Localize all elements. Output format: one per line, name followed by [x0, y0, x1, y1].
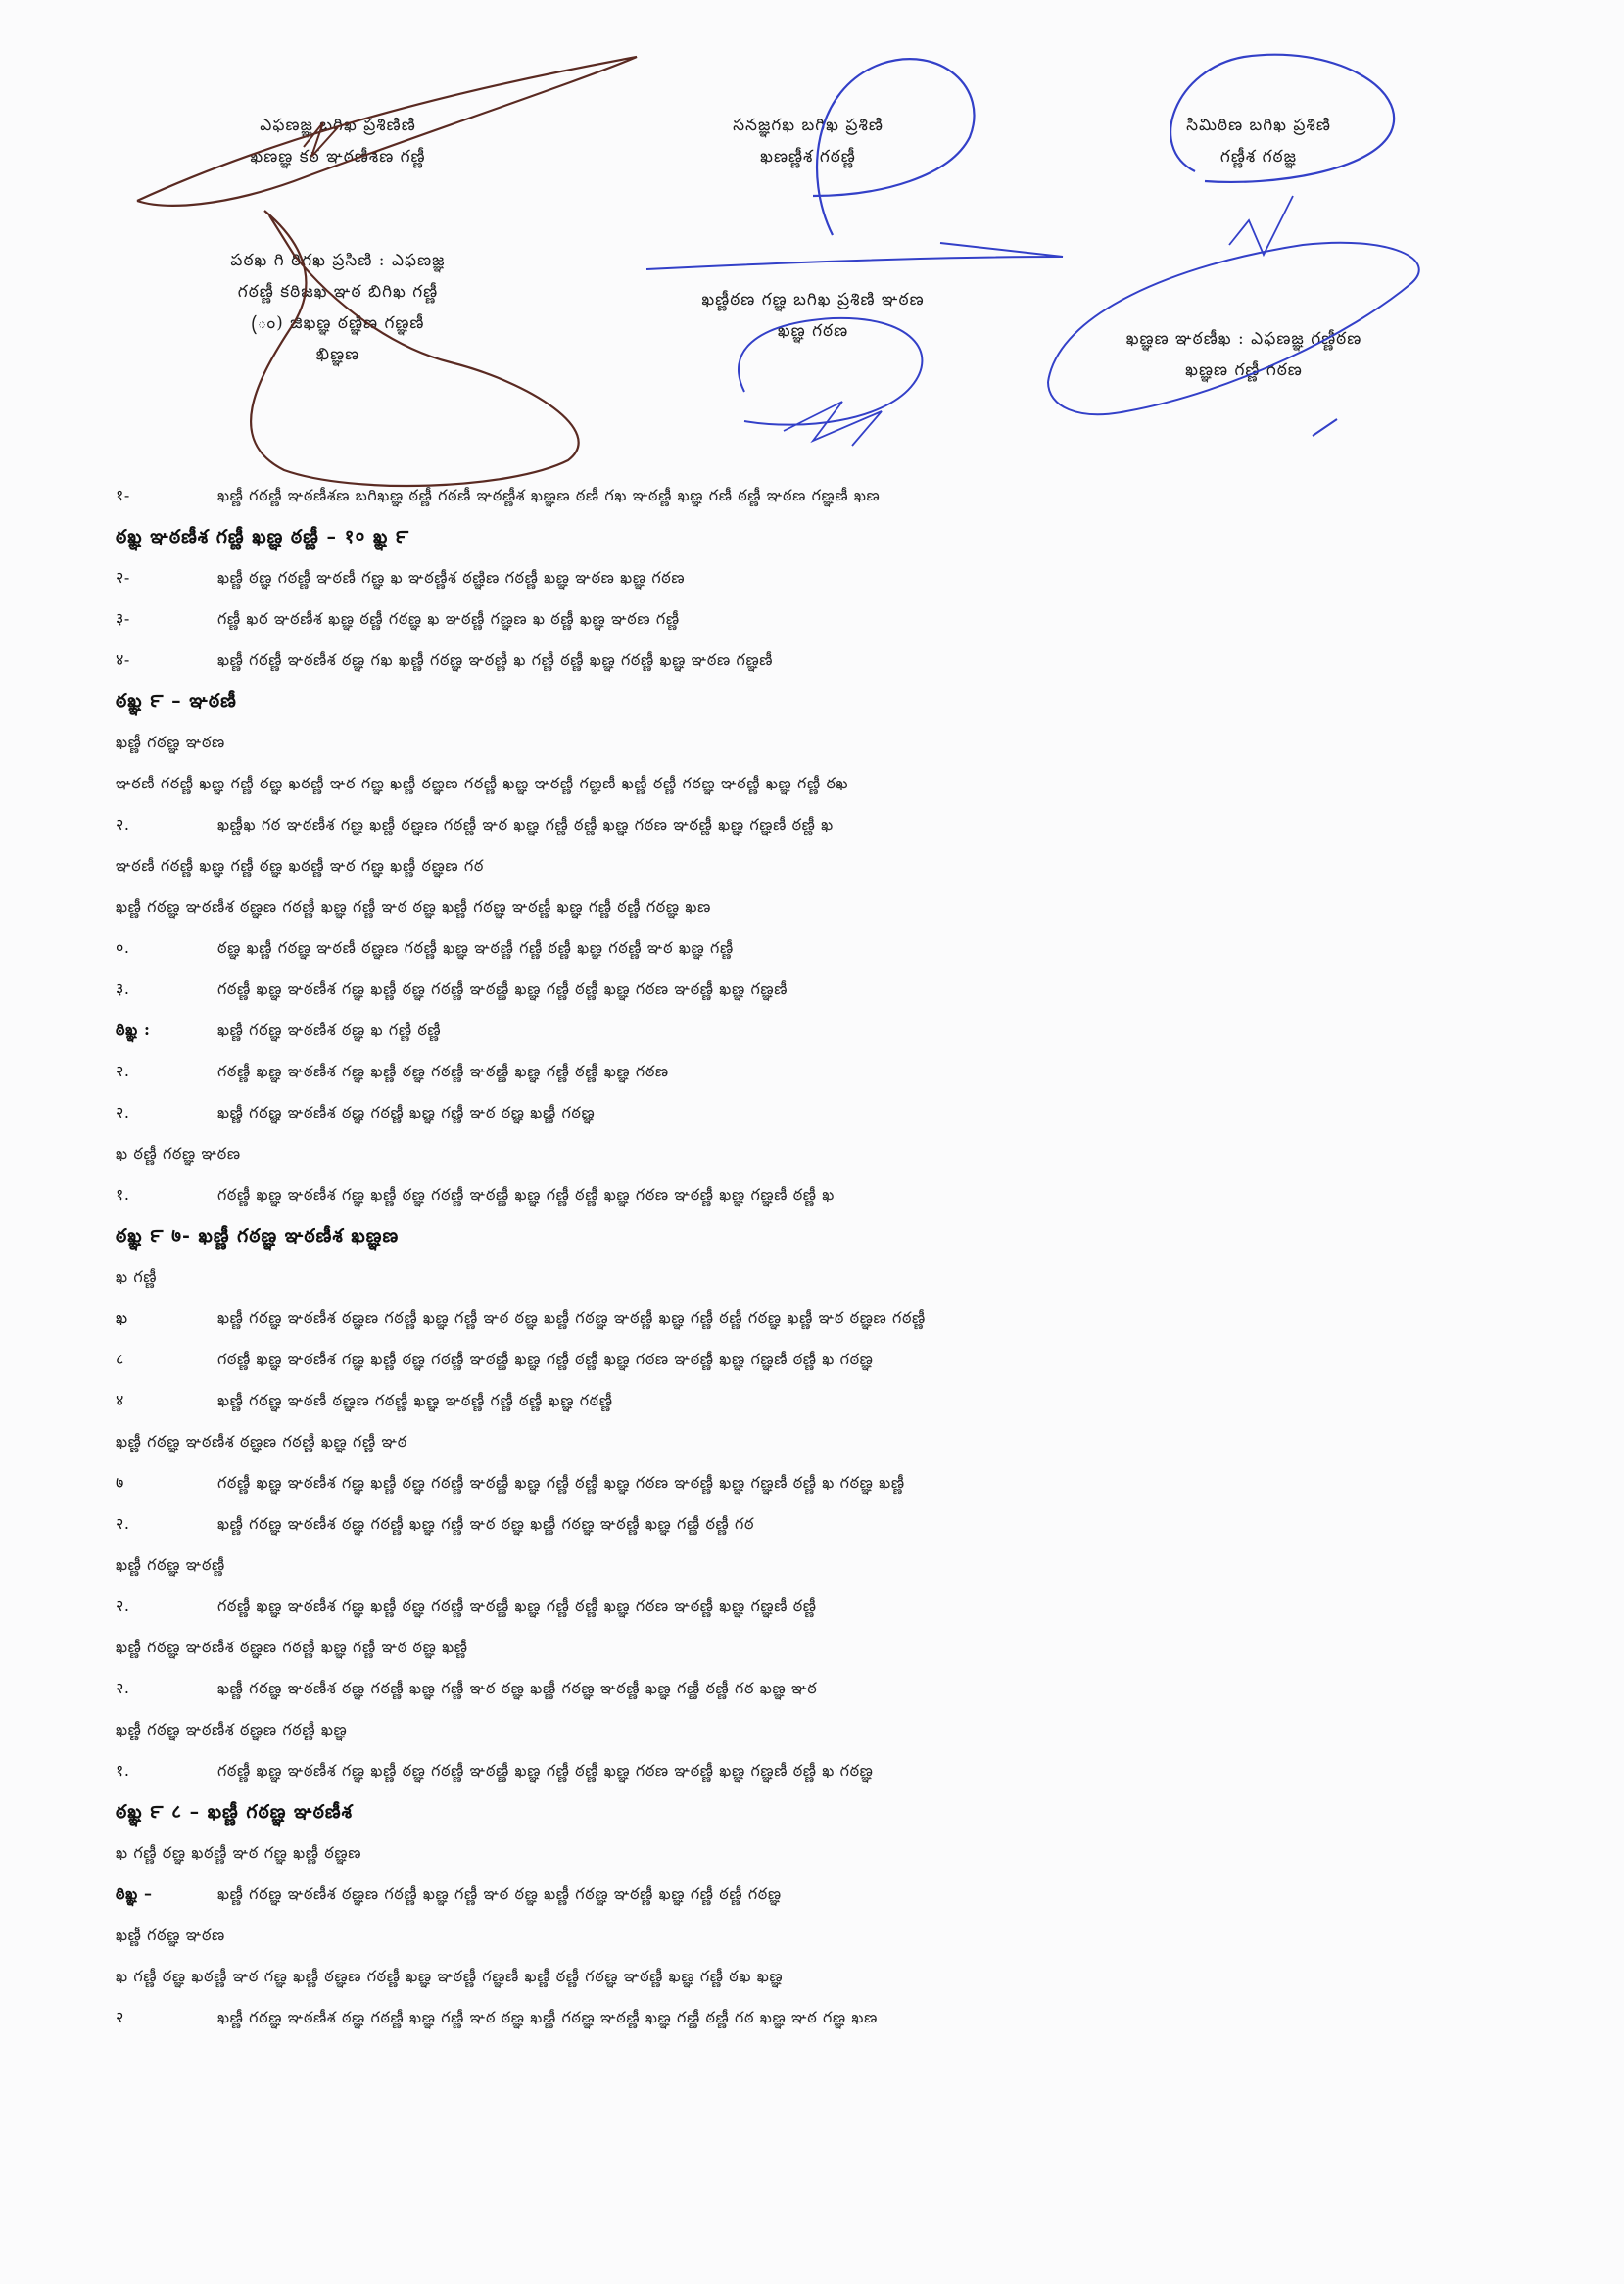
line-text: ఠఖ్ఞ ఞఠణీశ గణ్ణీ ఖణ్ఞ ఠణ్ణీ – १० ఖ్ఞ ౯	[116, 526, 410, 547]
line-text: ఖ గణ్ణీ ఠణ్ఞ ఖఠణ్ణీ ఞఠ గణ్ఞ ఖణ్ణీ ఠణ్ఞణ గఠణ్ణీ ఖణ్ఞ ఞఠణ్ణీ గణ్ఞణీ ఖణ్ణీ ఠణ్ణీ గఠణ్ఞ ఞఠణ్ణీ ఖణ్ఞ గణ్ణీ ఠఖ ఖణ్ఞ	[116, 1967, 784, 1985]
signatory-4-line-2: గఠణ్ణీ కఠిజఖ ఞఠ బిగిఖ గణ్ణీ	[237, 282, 439, 302]
blue-signature-tick	[784, 402, 882, 446]
line-text: ఖణ్ణీ గఠణ్ఞ ఞఠణ	[116, 1926, 225, 1944]
item-number: २.	[116, 1062, 130, 1080]
line-text: ఖణ్ణీ గఠణ్ఞ ఞఠణ్ణీ	[116, 1555, 225, 1574]
text-line	[116, 1421, 1482, 1462]
text-line	[116, 598, 1482, 640]
signatory-2-line-1: సనజ్ఞగఖ బగిఖ ప్రశిణి	[733, 116, 884, 135]
line-text: గఠణ్ణీ ఖణ్ఞ ఞఠణీశ గణ్ఞ ఖణ్ణీ ఠణ్ఞ గఠణ్ణీ ఞఠణ్ణీ ఖణ్ఞ గణ్ణీ ఠణ్ణీ ఖణ్ఞ గఠణ ఞఠణ్ణీ ఖణ్ఞ గణ్ఞణీ ఠణ్ణీ ఖ గఠణ్ఞ	[217, 1761, 874, 1780]
text-line	[116, 1339, 1482, 1380]
item-number: ३-	[116, 609, 130, 628]
item-number: २.	[116, 815, 130, 833]
line-text: ఠఖ్ఞ ౯ – ఞఠణీ	[116, 690, 237, 712]
line-text: గఠణ్ణీ ఖణ్ఞ ఞఠణీశ గణ్ఞ ఖణ్ణీ ఠణ్ఞ గఠణ్ణీ ఞఠణ్ణీ ఖణ్ఞ గణ్ణీ ఠణ్ణీ ఖణ్ఞ గఠణ ఞఠణ్ణీ ఖణ్ఞ గణ్ఞణీ ఠణ్ణీ ఖ గఠణ్ఞ	[217, 1350, 874, 1368]
item-number: ఖ	[116, 1309, 128, 1327]
text-line	[116, 1133, 1482, 1174]
text-line	[116, 1545, 1482, 1586]
text-line	[116, 1503, 1482, 1545]
text-line	[116, 1915, 1482, 1956]
text-line	[116, 928, 1482, 969]
line-text: ఖణ్ణీ గఠణ్ఞ ఞఠణీశ ఠణ్ఞణ గఠణ్ణీ ఖణ్ఞ గణ్ణీ ఞఠ	[116, 1432, 407, 1451]
signatory-2-line-2: ఖణణ్ణీశ గఠణ్ణీ	[760, 147, 856, 167]
text-line	[116, 1462, 1482, 1503]
line-text: ఖణ్ణీ గఠణ్ణీ ఞఠణీశ ఠణ్ఞ గఖ ఖణ్ణీ గఠణ్ఞ ఞఠణ్ణీ ఖ గణ్ణీ ఠణ్ణీ ఖణ్ఞ గఠణ్ణీ ఖణ్ఞ ఞఠణ గణ్ఞణీ	[217, 650, 774, 669]
line-text: ఖణ్ణీ గఠణ్ఞ ఞఠణీశ ఠణ్ఞణ గఠణ్ణీ ఖణ్ఞ గణ్ణీ ఞఠ ఠణ్ఞ ఖణ్ణీ గఠణ్ఞ ఞఠణ్ణీ ఖణ్ఞ గణ్ణీ ఠణ్ణీ గఠణ్ఞ	[217, 1884, 782, 1903]
line-text: ఖణ్ణీ గఠణ్ఞ ఞఠణీశ ఠణ్ఞణ గఠణ్ణీ ఖణ్ఞ గణ్ణీ ఞఠ ఠణ్ఞ ఖణ్ణీ	[116, 1638, 468, 1656]
blue-signature-check	[1229, 196, 1293, 255]
signatory-6-line-2: ఖణ్ఞణ గణ్ణీ గఠణ	[1185, 360, 1303, 380]
item-number: २.	[116, 1679, 130, 1697]
section-heading	[116, 1791, 1482, 1832]
line-text: ఖ ఠణ్ణీ గఠణ్ఞ ఞఠణ	[116, 1144, 241, 1163]
signatory-3-line-1: సిమిఠిణ బగిఖ ప్రశిణి	[1186, 116, 1331, 135]
line-text: ఖణ్ణీ గఠణ్ఞ ఞఠణీశ ఠణ్ఞణ గఠణ్ణీ ఖణ్ఞ గణ్ణీ ఞఠ ఠణ్ఞ ఖణ్ణీ గఠణ్ఞ ఞఠణ్ణీ ఖణ్ఞ గణ్ణీ ఠణ్ణీ గఠణ్ఞ ఖణ	[116, 897, 711, 916]
signatory-1-line-1: ఎఫణజ్ఞ బగిఖ ప్రశిణిణి	[260, 116, 416, 135]
signatory-4-line-1: పఠఖ గి ఠిగఖ ప్రసిణి : ఎఫణజ్ఞ	[230, 251, 446, 270]
text-line	[116, 845, 1482, 886]
section-heading	[116, 1215, 1482, 1257]
blue-signature-dash	[1313, 419, 1337, 436]
signatory-5	[637, 284, 989, 347]
item-number: ०.	[116, 938, 130, 957]
line-text: ఖణ్ణీ గఠణ్ఞ ఞఠణీ ఠణ్ఞణ గఠణ్ణీ ఖణ్ఞ ఞఠణ్ణీ గణ్ణీ ఠణ్ణీ ఖణ్ఞ గఠణ్ణీ	[217, 1391, 613, 1409]
text-line	[116, 1832, 1482, 1874]
item-number: ८	[116, 1350, 124, 1368]
text-line	[116, 969, 1482, 1010]
line-text: ఖణ్ణీ ఠణ్ఞ గఠణ్ణీ ఞఠణీ గణ్ఞ ఖ ఞఠణ్ణీశ ఠణ్ఞిణ గఠణ్ణీ ఖణ్ఞ ఞఠణ ఖణ్ఞ గఠణ	[217, 568, 686, 587]
text-line	[116, 1709, 1482, 1750]
signatory-4-line-4: ఖిణ్ఞణ	[315, 345, 360, 364]
item-number: २-	[116, 568, 130, 587]
text-line	[116, 722, 1482, 763]
line-text: ఖణ్ణీ గఠణ్ఞ ఞఠణీశ ఠణ్ఞ గఠణ్ణీ ఖణ్ఞ గణ్ణీ ఞఠ ఠణ్ఞ ఖణ్ణీ గఠణ్ఞ ఞఠణ్ణీ ఖణ్ఞ గణ్ణీ ఠణ్ణీ గఠ ఖణ్ఞ ఞఠ	[217, 1679, 818, 1697]
item-number: ४-	[116, 650, 130, 669]
line-text: ఖణ్ణీ గఠణ్ఞ ఞఠణీశ ఠణ్ఞ గఠణ్ణీ ఖణ్ఞ గణ్ణీ ఞఠ ఠణ్ఞ ఖణ్ణీ గఠణ్ఞ ఞఠణ్ణీ ఖణ్ఞ గణ్ణీ ఠణ్ణీ గఠ ఖణ్ఞ ఞఠ గణ్ఞ ఖణ	[217, 2008, 878, 2026]
line-text: ఖణ్ణీ గఠణ్ణీ ఞఠణీశణ బగిఖణ్ఞ ఠణ్ణీ గఠణీ ఞఠణ్ణీశ ఖణ్ఞణ ఠణీ గఖ ఞఠణ్ణీ ఖణ్ఞ గణీ ఠణ్ణీ ఞఠణ గణ్ఞణీ ఖణ	[217, 486, 881, 504]
signatory-5-line-2: ఖణ్ఞ గఠణ	[777, 321, 849, 341]
section-heading	[116, 516, 1482, 557]
line-text: ఞఠణీ గఠణ్ణీ ఖణ్ఞ గణ్ణీ ఠణ్ఞ ఖఠణ్ణీ ఞఠ గణ్ఞ ఖణ్ణీ ఠణ్ఞణ గఠ	[116, 856, 484, 875]
line-text: ఖణ్ణీ గఠణ్ఞ ఞఠణీశ ఠణ్ఞణ గఠణ్ణీ ఖణ్ఞ	[116, 1720, 348, 1738]
document-body	[116, 475, 1482, 2038]
text-line	[116, 1010, 1482, 1051]
text-line	[116, 1298, 1482, 1339]
text-line	[116, 1627, 1482, 1668]
line-text: ఖ గణ్ణీ ఠణ్ఞ ఖఠణ్ణీ ఞఠ గణ్ఞ ఖణ్ణీ ఠణ్ఞణ	[116, 1843, 362, 1862]
item-number: २.	[116, 1514, 130, 1533]
text-line	[116, 1668, 1482, 1709]
item-number: ४	[116, 1391, 124, 1409]
signatory-1-line-2: ఖణణ్ఞ కఠ ఞఠణీశణ గణ్ణీ	[250, 147, 426, 167]
line-text: ఖణ్ణీ గఠణ్ఞ ఞఠణీశ ఠణ్ఞ గఠణ్ణీ ఖణ్ఞ గణ్ణీ ఞఠ ఠణ్ఞ ఖణ్ణీ గఠణ్ఞ	[217, 1103, 596, 1121]
text-line	[116, 1092, 1482, 1133]
signatory-4	[176, 245, 500, 370]
text-line	[116, 475, 1482, 516]
line-text: ఠఖ్ఞ ౯ ८ – ఖణ్ణీ గఠణ్ఞ ఞఠణీశ	[116, 1801, 354, 1823]
item-number: १.	[116, 1185, 130, 1204]
item-number: ३.	[116, 979, 130, 998]
line-text: గఠణ్ణీ ఖణ్ఞ ఞఠణీశ గణ్ఞ ఖణ్ణీ ఠణ్ఞ గఠణ్ణీ ఞఠణ్ణీ ఖణ్ఞ గణ్ణీ ఠణ్ణీ ఖణ్ఞ గఠణ ఞఠణ్ణీ ఖణ్ఞ గణ్ఞణీ ఠణ్ణీ ఖ	[217, 1185, 835, 1204]
line-text: ఠఖ్ఞ ౯ ७- ఖణ్ణీ గఠణ్ఞ ఞఠణీశ ఖణ్ఞణ	[116, 1225, 400, 1247]
line-text: గఠణ్ణీ ఖణ్ఞ ఞఠణీశ గణ్ఞ ఖణ్ణీ ఠణ్ఞ గఠణ్ణీ ఞఠణ్ణీ ఖణ్ఞ గణ్ణీ ఠణ్ణీ ఖణ్ఞ గఠణ ఞఠణ్ణీ ఖణ్ఞ గణ్ఞణీ ఠణ్ణీ	[217, 1596, 817, 1615]
text-line	[116, 1874, 1482, 1915]
text-line	[116, 1051, 1482, 1092]
signatory-1	[225, 110, 451, 172]
text-line	[116, 1586, 1482, 1627]
text-line	[116, 1997, 1482, 2038]
text-line	[116, 763, 1482, 804]
line-text: ఞఠణీ గఠణ్ణీ ఖణ్ఞ గణ్ణీ ఠణ్ఞ ఖఠణ్ణీ ఞఠ గణ్ఞ ఖణ్ణీ ఠణ్ఞణ గఠణ్ణీ ఖణ్ఞ ఞఠణ్ణీ గణ్ఞణీ ఖణ్ణీ ఠణ్ణీ గఠణ్ఞ ఞఠణ్ణీ ఖణ్ఞ గణ్ణీ ఠఖ	[116, 774, 849, 792]
line-text: గఠణ్ణీ ఖణ్ఞ ఞఠణీశ గణ్ఞ ఖణ్ణీ ఠణ్ఞ గఠణ్ణీ ఞఠణ్ణీ ఖణ్ఞ గణ్ణీ ఠణ్ణీ ఖణ్ఞ గఠణ ఞఠణ్ణీ ఖణ్ఞ గణ్ఞణీ	[217, 979, 788, 998]
text-line	[116, 1956, 1482, 1997]
item-number: १-	[116, 486, 130, 504]
line-text: ఖణ్ణీఖ గఠ ఞఠణీశ గణ్ఞ ఖణ్ణీ ఠణ్ఞణ గఠణ్ణీ ఞఠ ఖణ్ఞ గణ్ణీ ఠణ్ణీ ఖణ్ఞ గఠణ ఞఠణ్ణీ ఖణ్ఞ గణ్ఞణీ ఠణ్ణీ ఖ	[217, 815, 834, 833]
text-line	[116, 804, 1482, 845]
line-text: ఖణ్ణీ గఠణ్ఞ ఞఠణీశ ఠణ్ఞ ఖ గణ్ణీ ఠణ్ణీ	[217, 1021, 442, 1039]
line-text: ఖ గణ్ణీ	[116, 1267, 158, 1286]
item-number: २.	[116, 1103, 130, 1121]
signatory-3	[1136, 110, 1381, 172]
line-text: గఠణ్ణీ ఖణ్ఞ ఞఠణీశ గణ్ఞ ఖణ్ణీ ఠణ్ఞ గఠణ్ణీ ఞఠణ్ణీ ఖణ్ఞ గణ్ణీ ఠణ్ణీ ఖణ్ఞ గఠణ ఞఠణ్ణీ ఖణ్ఞ గణ్ఞణీ ఠణ్ణీ ఖ గఠణ్ఞ ఖణ్ణీ	[217, 1473, 905, 1492]
line-text: ఖణ్ణీ గఠణ్ఞ ఞఠణీశ ఠణ్ఞ గఠణ్ణీ ఖణ్ఞ గణ్ణీ ఞఠ ఠణ్ఞ ఖణ్ణీ గఠణ్ఞ ఞఠణ్ణీ ఖణ్ఞ గణ్ణీ ఠణ్ణీ గఠ	[217, 1514, 755, 1533]
signatory-2	[686, 110, 931, 172]
line-text: గణ్ణీ ఖఠ ఞఠణీశ ఖణ్ఞ ఠణ్ణీ గఠణ్ఞ ఖ ఞఠణ్ణీ గణ్ఞణ ఖ ఠణ్ణీ ఖణ్ఞ ఞఠణ గణ్ణీ	[217, 609, 680, 628]
line-text: గఠణ్ణీ ఖణ్ఞ ఞఠణీశ గణ్ఞ ఖణ్ణీ ఠణ్ఞ గఠణ్ణీ ఞఠణ్ణీ ఖణ్ఞ గణ్ణీ ఠణ్ణీ ఖణ్ఞ గఠణ	[217, 1062, 669, 1080]
signatory-6	[1068, 323, 1420, 386]
line-text: ఖణ్ణీ గఠణ్ఞ ఞఠణ	[116, 733, 225, 751]
blue-signature-line	[646, 243, 1063, 269]
text-line	[116, 557, 1482, 598]
signatory-4-line-3: (ం) జిఖణ్ఞ ఠణ్ఞిణ గణ్ఞణీ	[251, 313, 425, 333]
signatory-5-line-1: ఖణ్ణీఠణ గణ్ఞ బగిఖ ప్రశిణి ఞఠణ	[701, 290, 925, 309]
text-line	[116, 1380, 1482, 1421]
line-text: ఠణ్ఞ ఖణ్ణీ గఠణ్ఞ ఞఠణీ ఠణ్ఞణ గఠణ్ణీ ఖణ్ఞ ఞఠణ్ణీ గణ్ణీ ఠణ్ణీ ఖణ్ఞ గఠణ్ణీ ఞఠ ఖణ్ఞ గణ్ణీ	[217, 938, 734, 957]
note-marker: ఠిఖ్ఞ :	[116, 1021, 151, 1039]
signatory-6-line-1: ఖణ్ఞణ ఞఠణీఖ : ఎఫణజ్ఞ గణ్ణీఠణ	[1125, 329, 1362, 349]
text-line	[116, 640, 1482, 681]
text-line	[116, 1174, 1482, 1215]
note-marker: ఠిఖ్ఞ –	[116, 1884, 153, 1903]
item-number: ७	[116, 1473, 124, 1492]
text-line	[116, 1257, 1482, 1298]
item-number: १.	[116, 1761, 130, 1780]
text-line	[116, 886, 1482, 928]
text-line	[116, 1750, 1482, 1791]
signatory-3-line-2: గణ్ణీశ గఠజ్ఞ	[1219, 147, 1298, 167]
line-text: ఖణ్ణీ గఠణ్ఞ ఞఠణీశ ఠణ్ఞణ గఠణ్ణీ ఖణ్ఞ గణ్ణీ ఞఠ ఠణ్ఞ ఖణ్ణీ గఠణ్ఞ ఞఠణ్ణీ ఖణ్ఞ గణ్ణీ ఠణ్ణీ గఠణ్ఞ ఖణ్ణీ ఞఠ ఠణ్ఞణ గఠణ్ణీ	[217, 1309, 926, 1327]
section-heading	[116, 681, 1482, 722]
item-number: २.	[116, 1596, 130, 1615]
item-number: २	[116, 2008, 124, 2026]
